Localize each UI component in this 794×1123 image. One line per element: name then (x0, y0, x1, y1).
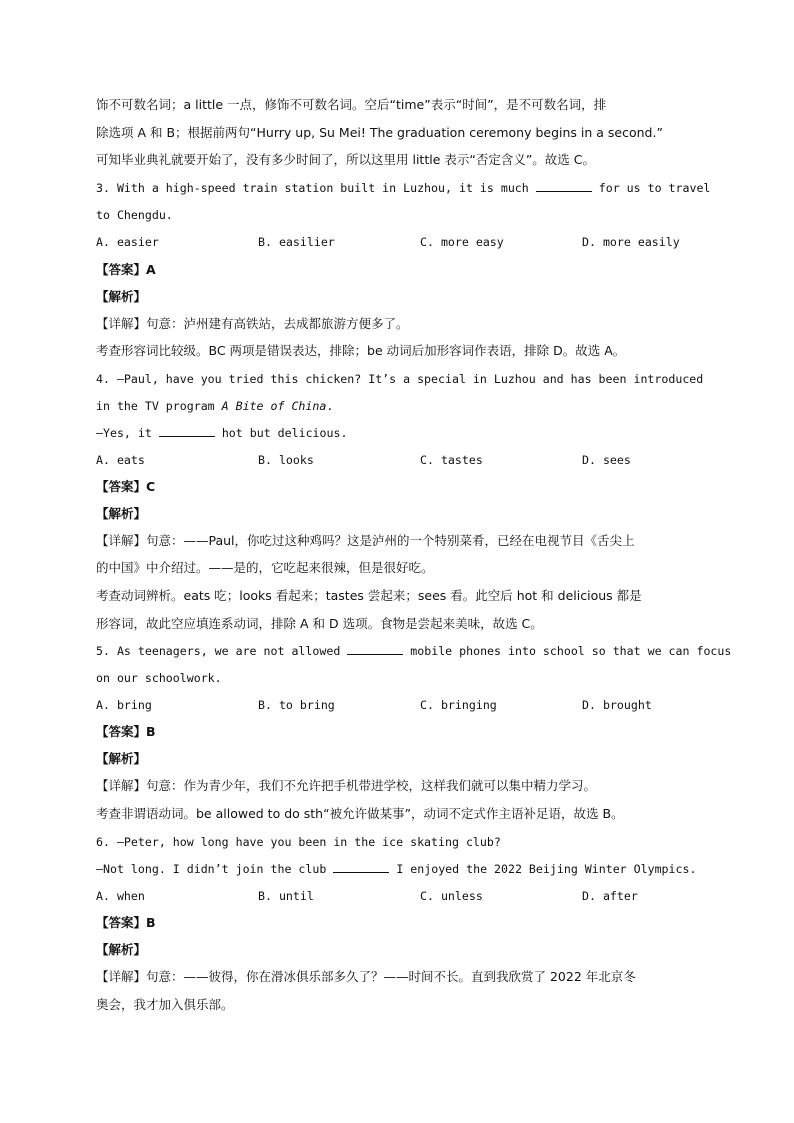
analysis-text: 可知毕业典礼就要开始了，没有多少时间了，所以这里用 little 表示“否定含义”。故选 C。 (96, 152, 596, 167)
question-4-stem-cont (96, 398, 333, 414)
detail-text: 【详解】句意：——彼得，你在滑冰俱乐部多久了？——时间不长。直到我欣赏了 2022 年北京冬 (96, 969, 636, 984)
answer-blank (347, 644, 403, 655)
question-text: I enjoyed the 2022 Beijing Winter Olympics. (396, 862, 697, 876)
detail-text: 的中国》中介绍过。——是的，它吃起来很辣，但是很好吃。 (96, 560, 434, 575)
question-text: —Yes, it (96, 426, 152, 440)
explain-text: 考查动词辨析。eats 吃；looks 看起来；tastes 尝起来；sees 看。此空后 hot 和 delicious 都是 (96, 588, 642, 603)
answer-blank (536, 181, 592, 192)
analysis-label: 【解析】 (96, 289, 147, 304)
question-4-stem: 4. —Paul, have you tried this chicken? It’s a special in Luzhou and has been introduced (96, 372, 704, 386)
question-text: for us to travel (598, 181, 711, 195)
option-c: C. more easy (420, 235, 504, 249)
analysis-label: 【解析】 (96, 942, 147, 957)
answer-blank (333, 862, 389, 873)
option-d: D. after (582, 889, 638, 903)
analysis-label: 【解析】 (96, 751, 147, 766)
question-6-stem: 6. —Peter, how long have you been in the ice skating club? (96, 835, 501, 849)
question-3-stem (96, 180, 710, 196)
explain-text: 形容词，故此空应填连系动词，排除 A 和 D 选项。食物是尝起来美味，故选 C。 (96, 616, 543, 631)
answer-label: 【答案】B (96, 724, 156, 739)
question-5-stem (96, 643, 731, 659)
explain-text: 考查非谓语动词。be allowed to do sth“被允许做某事”，动词不定式作主语补足语，故选 B。 (96, 806, 624, 821)
option-d: D. more easily (582, 235, 680, 249)
analysis-text: 除选项 A 和 B；根据前两句“Hurry up, Su Mei! The graduation ceremony begins in a second.” (96, 125, 663, 140)
option-a: A. when (96, 889, 145, 903)
option-a: A. bring (96, 698, 152, 712)
option-a: A. eats (96, 453, 145, 467)
detail-text: 【详解】句意：作为青少年，我们不允许把手机带进学校，这样我们就可以集中精力学习。 (96, 778, 597, 793)
detail-text: 【详解】句意：泸州建有高铁站，去成都旅游方便多了。 (96, 316, 409, 331)
question-text: in the TV program (96, 399, 222, 413)
answer-blank (159, 426, 215, 437)
option-c: C. unless (420, 889, 483, 903)
question-text: hot but delicious. (221, 426, 348, 440)
option-b: B. to bring (258, 698, 335, 712)
detail-text: 奥会，我才加入俱乐部。 (96, 997, 234, 1012)
answer-label: 【答案】A (96, 262, 156, 277)
option-a: A. easier (96, 235, 159, 249)
question-6-reply (96, 861, 696, 877)
option-b: B. until (258, 889, 314, 903)
analysis-text: 饰不可数名词；a little 一点，修饰不可数名词。空后“time”表示“时间”，是不可数名词，排 (96, 97, 607, 112)
option-b: B. looks (258, 453, 314, 467)
option-c: C. bringing (420, 698, 497, 712)
answer-label: 【答案】C (96, 479, 156, 494)
detail-text: 【详解】句意：——Paul，你吃过这种鸡吗？这是泸州的一个特别菜肴，已经在电视节目《舌尖上 (96, 533, 635, 548)
explain-text: 考查形容词比较级。BC 两项是错误表达，排除；be 动词后加形容词作表语，排除 D。故选 A。 (96, 343, 626, 358)
question-text: —Not long. I didn’t join the club (96, 862, 327, 876)
question-text: 5. As teenagers, we are not allowed (96, 644, 341, 658)
question-3-stem-cont: to Chengdu. (96, 208, 173, 222)
program-title: A Bite of China (221, 399, 327, 413)
question-5-stem-cont: on our schoolwork. (96, 671, 222, 685)
question-4-reply (96, 425, 347, 441)
option-d: D. brought (582, 698, 652, 712)
question-text: 3. With a high-speed train station built in Luzhou, it is much (96, 181, 529, 195)
answer-label: 【答案】B (96, 915, 156, 930)
analysis-label: 【解析】 (96, 506, 147, 521)
option-d: D. sees (582, 453, 631, 467)
question-text: mobile phones into school so that we can focus (410, 644, 732, 658)
option-b: B. easilier (258, 235, 335, 249)
question-text: . (326, 399, 334, 413)
option-c: C. tastes (420, 453, 483, 467)
